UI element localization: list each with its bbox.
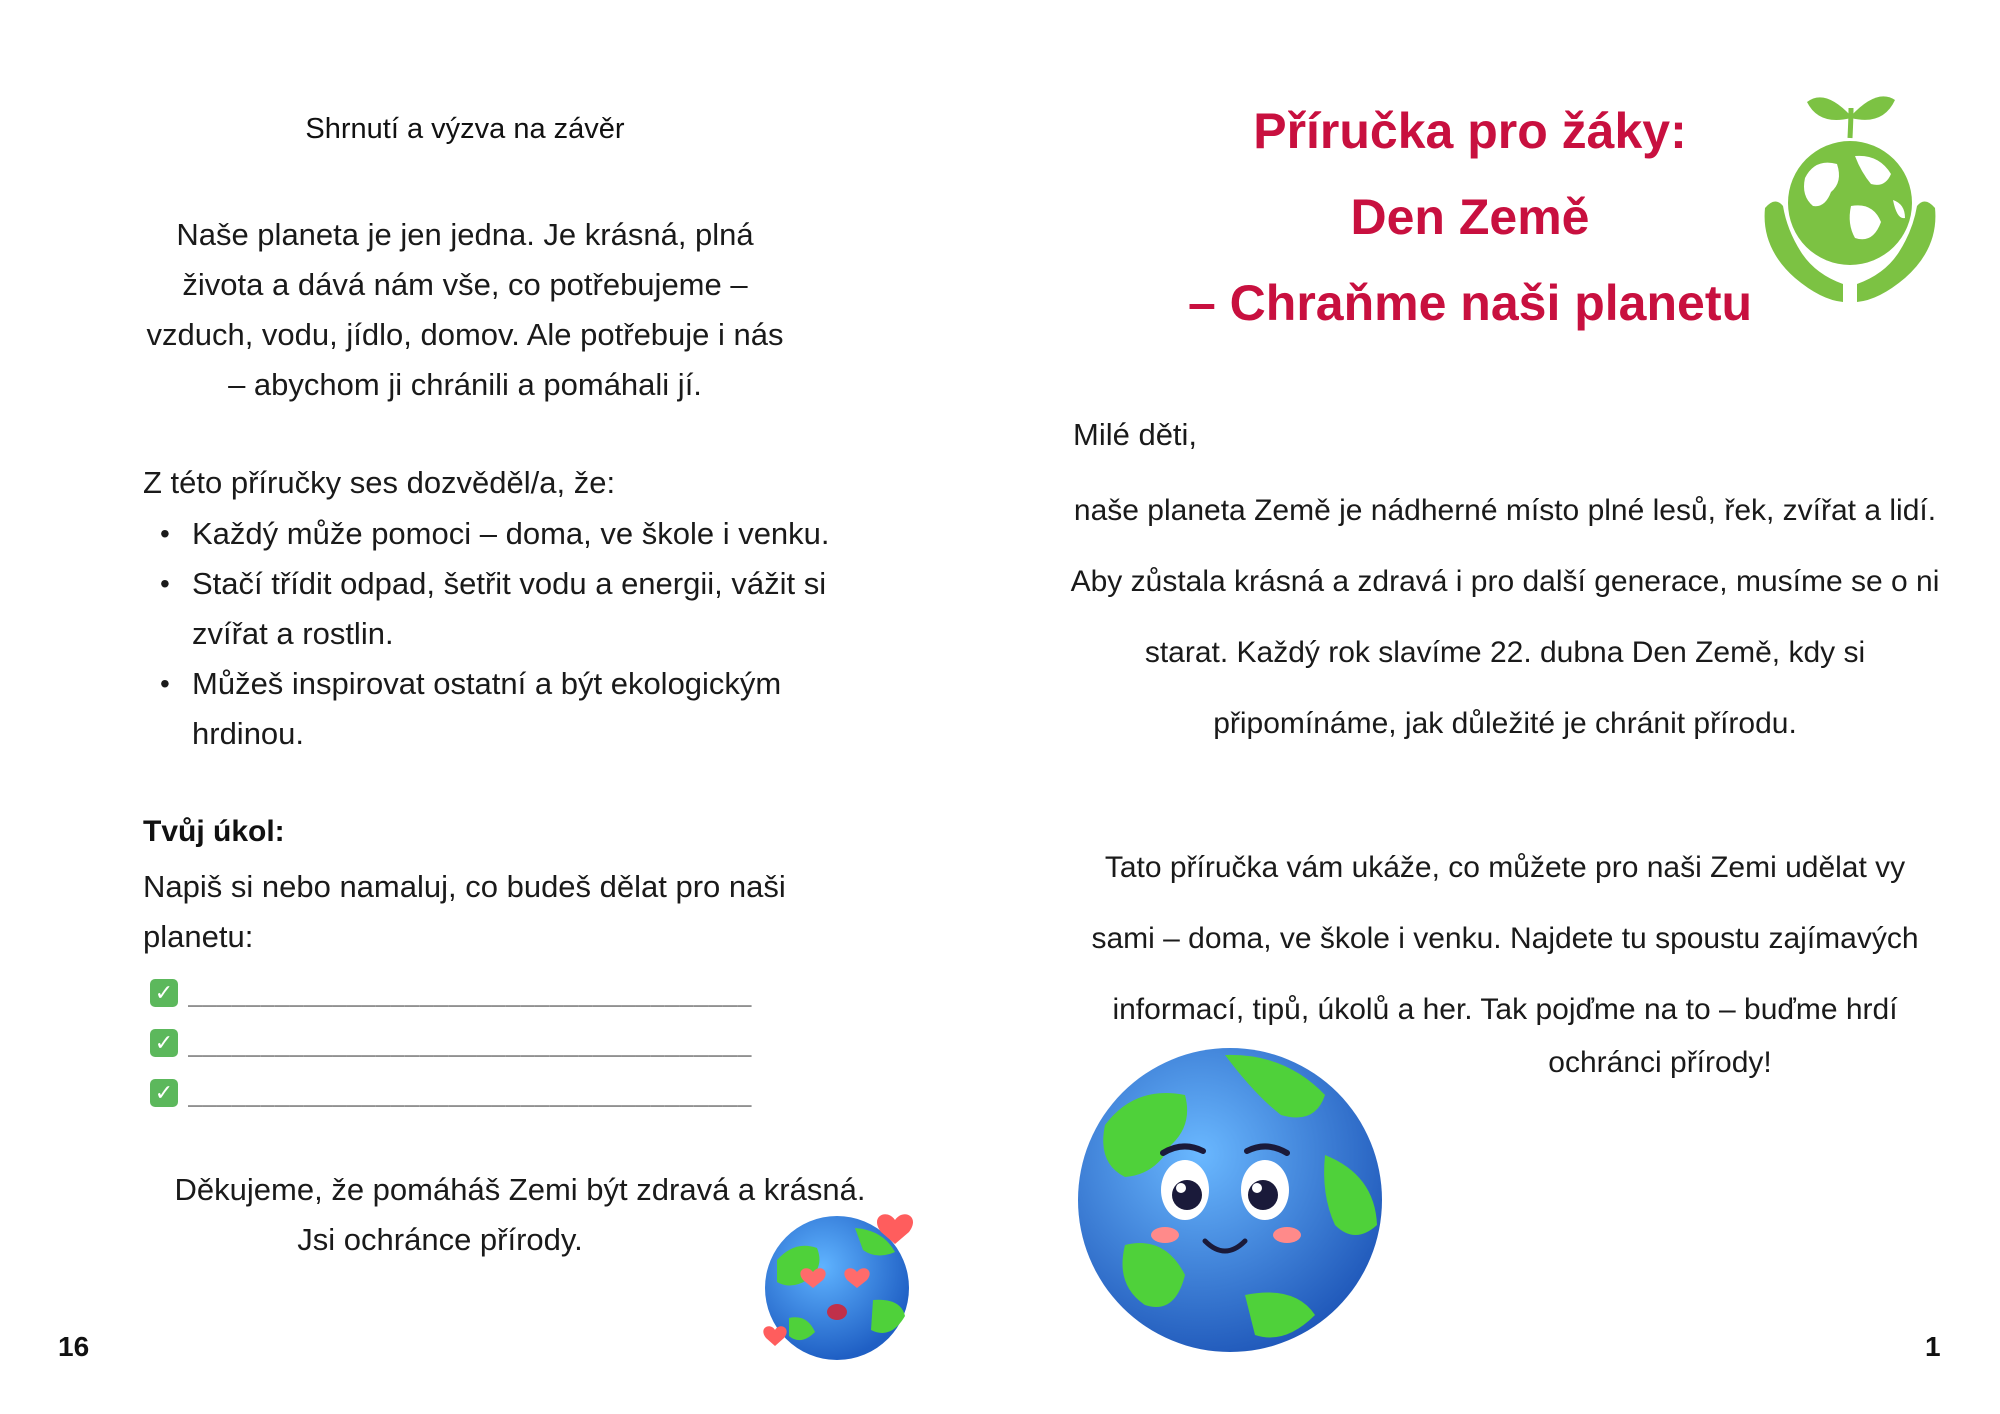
page-title	[1130, 88, 1810, 346]
check-icon: ✓	[150, 1029, 178, 1057]
guide-paragraph-end: ochránci přírody!	[1548, 1046, 1772, 1079]
write-line: _______________________________________	[188, 1079, 752, 1107]
smiling-earth-icon	[1075, 1045, 1385, 1355]
list-item: • Můžeš inspirovat ostatní a být ekologickým hrdinou.	[160, 659, 800, 759]
thanks-line-1: Děkujeme, že pomáháš Zemi být zdravá a krásná.	[174, 1172, 866, 1207]
write-line: _______________________________________	[188, 1029, 752, 1057]
guide-paragraph: Tato příručka vám ukáže, co můžete pro naši Zemi udělat vy sami – doma, ve škole i venku. Najdete tu spoustu zajímavých informací, tipů, úkolů a her. Tak pojďme na to – buďme hrdí	[1091, 851, 1919, 1026]
list-item: • Každý může pomoci – doma, ve škole i venku.	[160, 509, 860, 559]
check-row	[150, 968, 752, 1018]
love-earth-icon	[755, 1190, 925, 1360]
summary-title: Shrnutí a výzva na závěr	[305, 113, 625, 145]
summary-lead: Z této příručky ses dozvěděl/a, že:	[143, 465, 616, 500]
thanks-line-2: Jsi ochránce přírody.	[297, 1222, 583, 1257]
list-item: • Stačí třídit odpad, šetřit vodu a energii, vážit si zvířat a rostlin.	[160, 559, 840, 659]
title-line-2: Den Země	[1350, 189, 1590, 245]
task-heading: Tvůj úkol:	[143, 815, 285, 848]
task-text: Napiš si nebo namaluj, co budeš dělat pro naši planetu:	[143, 869, 786, 954]
greeting: Milé děti,	[1073, 417, 1198, 452]
page-number: 16	[58, 1331, 90, 1362]
check-list	[150, 968, 752, 1118]
right-page	[1000, 0, 2000, 1414]
title-line-1: Příručka pro žáky:	[1253, 103, 1687, 159]
summary-list	[160, 509, 860, 759]
earth-hands-icon	[1755, 88, 1945, 313]
write-line: _______________________________________	[188, 979, 752, 1007]
check-icon: ✓	[150, 1079, 178, 1107]
summary-intro: Naše planeta je jen jedna. Je krásná, plná života a dává nám vše, co potřebujeme – vzduch, vodu, jídlo, domov. Ale potřebuje i nás – abychom ji chránili a pomáhali jí.	[146, 217, 784, 402]
check-icon: ✓	[150, 979, 178, 1007]
page-number: 1	[1925, 1331, 1941, 1362]
check-row	[150, 1018, 752, 1068]
intro-paragraph: naše planeta Země je nádherné místo plné lesů, řek, zvířat a lidí. Aby zůstala krásná a zdravá i pro další generace, musíme se o ni starat. Každý rok slavíme 22. dubna Den Země, kdy si připomínáme, jak důležité je chránit přírodu.	[1070, 494, 1940, 740]
title-line-3: – Chraňme naši planetu	[1187, 275, 1753, 331]
check-row	[150, 1068, 752, 1118]
